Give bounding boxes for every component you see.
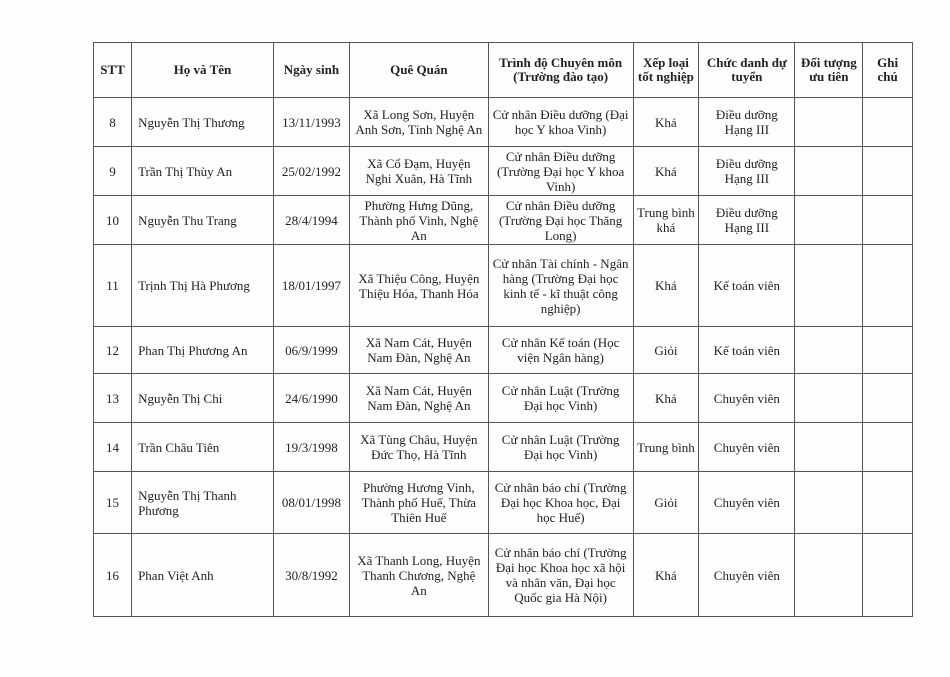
table-row — [94, 196, 913, 245]
cell-education: Cử nhân Điều dưỡng (Trường Đại học Thăng Long) — [488, 196, 633, 245]
cell-hometown: Xã Nam Cát, Huyện Nam Đàn, Nghệ An — [350, 374, 489, 423]
cell-dob: 13/11/1993 — [273, 98, 349, 147]
header-stt: STT — [94, 43, 132, 98]
cell-dob: 18/01/1997 — [273, 245, 349, 327]
cell-education: Cử nhân Tài chính - Ngân hàng (Trường Đại học kinh tế - kĩ thuật công nghiệp) — [488, 245, 633, 327]
cell-dob: 19/3/1998 — [273, 423, 349, 472]
cell-priority — [795, 327, 863, 374]
cell-hometown: Phường Hưng Dũng, Thành phố Vinh, Nghệ An — [350, 196, 489, 245]
cell-stt: 16 — [94, 534, 132, 617]
cell-name: Trịnh Thị Hà Phương — [132, 245, 274, 327]
cell-education: Cử nhân Điều dưỡng (Trường Đại học Y khoa Vinh) — [488, 147, 633, 196]
table-row — [94, 147, 913, 196]
cell-name: Phan Thị Phương An — [132, 327, 274, 374]
header-dob: Ngày sinh — [273, 43, 349, 98]
table-row — [94, 472, 913, 534]
cell-education: Cử nhân Kế toán (Học viện Ngân hàng) — [488, 327, 633, 374]
cell-note — [863, 147, 913, 196]
cell-note — [863, 98, 913, 147]
candidate-table — [93, 42, 913, 617]
cell-grade: Giỏi — [633, 327, 699, 374]
table-row — [94, 98, 913, 147]
table-row — [94, 327, 913, 374]
cell-priority — [795, 196, 863, 245]
header-note: Ghi chú — [863, 43, 913, 98]
cell-note — [863, 374, 913, 423]
cell-hometown: Xã Cổ Đạm, Huyện Nghi Xuân, Hà Tĩnh — [350, 147, 489, 196]
cell-hometown: Xã Thiệu Công, Huyện Thiệu Hóa, Thanh Hóa — [350, 245, 489, 327]
cell-grade: Trung bình khá — [633, 196, 699, 245]
cell-grade: Khá — [633, 245, 699, 327]
cell-priority — [795, 245, 863, 327]
cell-education: Cử nhân Luật (Trường Đại học Vinh) — [488, 423, 633, 472]
cell-name: Nguyễn Thị Chi — [132, 374, 274, 423]
cell-hometown: Phường Hương Vinh, Thành phố Huế, Thừa Thiên Huế — [350, 472, 489, 534]
cell-stt: 13 — [94, 374, 132, 423]
header-name: Họ và Tên — [132, 43, 274, 98]
cell-dob: 08/01/1998 — [273, 472, 349, 534]
cell-position: Chuyên viên — [699, 374, 795, 423]
cell-priority — [795, 98, 863, 147]
cell-stt: 9 — [94, 147, 132, 196]
cell-education: Cử nhân báo chí (Trường Đại học Khoa học, Đại học Huế) — [488, 472, 633, 534]
cell-priority — [795, 534, 863, 617]
cell-name: Nguyễn Thu Trang — [132, 196, 274, 245]
cell-position: Điều dưỡng Hạng III — [699, 98, 795, 147]
cell-stt: 15 — [94, 472, 132, 534]
cell-note — [863, 423, 913, 472]
cell-grade: Trung bình — [633, 423, 699, 472]
cell-name: Nguyễn Thị Thanh Phương — [132, 472, 274, 534]
cell-education: Cử nhân Luật (Trường Đại học Vinh) — [488, 374, 633, 423]
cell-note — [863, 534, 913, 617]
cell-stt: 10 — [94, 196, 132, 245]
cell-dob: 30/8/1992 — [273, 534, 349, 617]
header-education: Trình độ Chuyên môn (Trường đào tạo) — [488, 43, 633, 98]
cell-name: Phan Việt Anh — [132, 534, 274, 617]
cell-name: Trần Châu Tiên — [132, 423, 274, 472]
cell-note — [863, 196, 913, 245]
cell-education: Cử nhân Điều dưỡng (Đại học Y khoa Vinh) — [488, 98, 633, 147]
cell-hometown: Xã Nam Cát, Huyện Nam Đàn, Nghệ An — [350, 327, 489, 374]
table-header-row — [94, 43, 913, 98]
cell-dob: 24/6/1990 — [273, 374, 349, 423]
cell-position: Chuyên viên — [699, 472, 795, 534]
cell-stt: 14 — [94, 423, 132, 472]
cell-priority — [795, 423, 863, 472]
cell-priority — [795, 147, 863, 196]
cell-position: Kế toán viên — [699, 327, 795, 374]
cell-stt: 8 — [94, 98, 132, 147]
cell-grade: Khá — [633, 98, 699, 147]
cell-priority — [795, 374, 863, 423]
header-grade: Xếp loại tốt nghiệp — [633, 43, 699, 98]
cell-position: Điều dưỡng Hạng III — [699, 196, 795, 245]
header-hometown: Quê Quán — [350, 43, 489, 98]
cell-hometown: Xã Thanh Long, Huyện Thanh Chương, Nghệ An — [350, 534, 489, 617]
cell-priority — [795, 472, 863, 534]
cell-position: Chuyên viên — [699, 534, 795, 617]
cell-position: Chuyên viên — [699, 423, 795, 472]
cell-grade: Khá — [633, 534, 699, 617]
table-row — [94, 374, 913, 423]
cell-dob: 06/9/1999 — [273, 327, 349, 374]
cell-grade: Giỏi — [633, 472, 699, 534]
cell-hometown: Xã Long Sơn, Huyện Anh Sơn, Tỉnh Nghệ An — [350, 98, 489, 147]
cell-hometown: Xã Tùng Châu, Huyện Đức Thọ, Hà Tĩnh — [350, 423, 489, 472]
header-priority: Đối tượng ưu tiên — [795, 43, 863, 98]
header-position: Chức danh dự tuyển — [699, 43, 795, 98]
table-row — [94, 534, 913, 617]
cell-grade: Khá — [633, 147, 699, 196]
cell-education: Cử nhân báo chí (Trường Đại học Khoa học xã hội và nhân văn, Đại học Quốc gia Hà Nội) — [488, 534, 633, 617]
cell-note — [863, 327, 913, 374]
cell-name: Nguyễn Thị Thương — [132, 98, 274, 147]
cell-dob: 28/4/1994 — [273, 196, 349, 245]
cell-note — [863, 472, 913, 534]
cell-position: Điều dưỡng Hạng III — [699, 147, 795, 196]
cell-stt: 12 — [94, 327, 132, 374]
table-row — [94, 423, 913, 472]
cell-position: Kế toán viên — [699, 245, 795, 327]
cell-stt: 11 — [94, 245, 132, 327]
table-row — [94, 245, 913, 327]
cell-grade: Khá — [633, 374, 699, 423]
cell-note — [863, 245, 913, 327]
cell-name: Trần Thị Thùy An — [132, 147, 274, 196]
cell-dob: 25/02/1992 — [273, 147, 349, 196]
